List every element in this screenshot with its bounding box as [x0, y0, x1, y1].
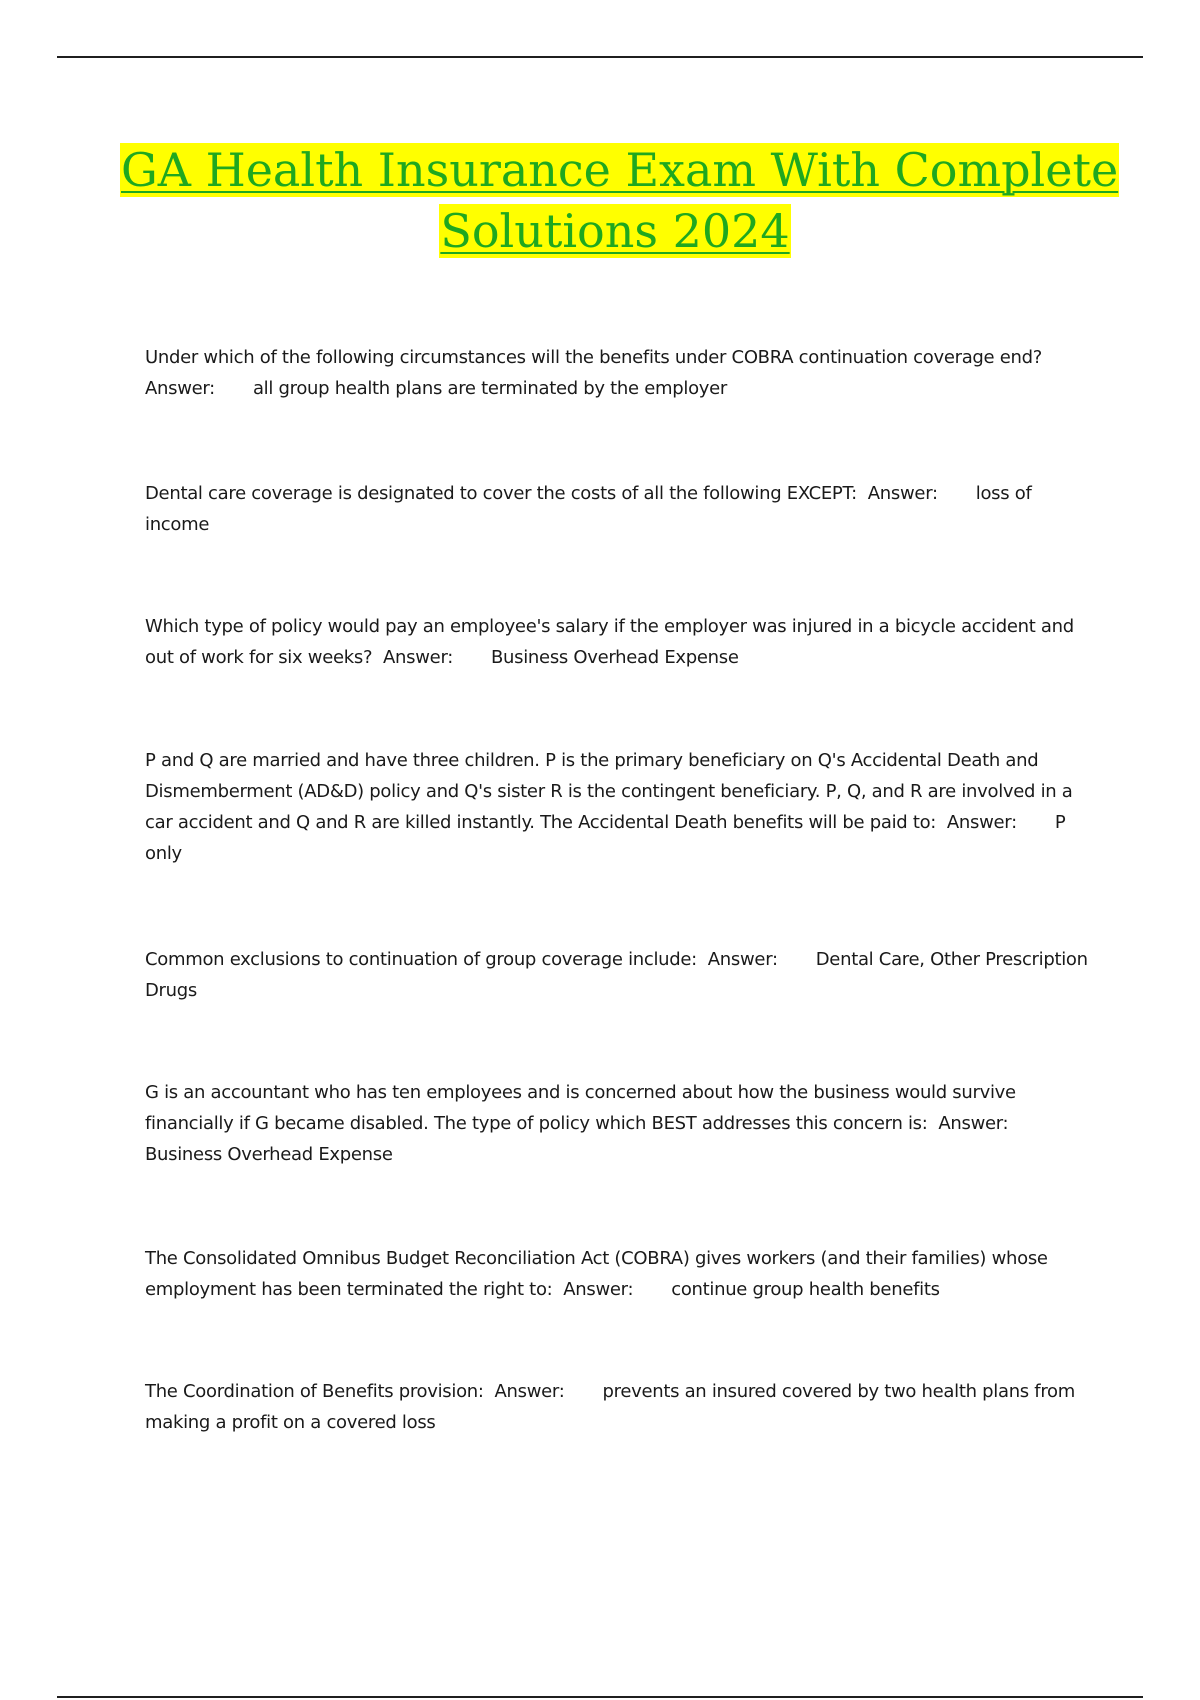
qa-item-5	[145, 944, 1090, 1006]
question-text: P and Q are married and have three children. P is the primary beneficiary on Q's Accidental Death and Dismemberment (AD&D) policy and Q's sister R is the contingent beneficiary. P, Q, and R are involved in a car accident and Q and R are killed instantly. The Accidental Death benefits will be paid to:	[145, 750, 1073, 833]
question-text: Under which of the following circumstances will the benefits under COBRA continuation coverage end?	[145, 347, 1043, 368]
qa-item-2	[145, 478, 1090, 540]
answer-label: Answer:	[867, 483, 938, 504]
qa-item-6	[145, 1077, 1090, 1170]
title-line-2: Solutions 2024	[440, 204, 790, 258]
answer-label: Answer:	[494, 1381, 565, 1402]
answer-text: Business Overhead Expense	[145, 1144, 393, 1165]
answer-label: Answer:	[563, 1279, 634, 1300]
question-text: The Coordination of Benefits provision:	[145, 1381, 484, 1402]
answer-label: Answer:	[938, 1113, 1009, 1134]
answer-text: Dental Care, Other Prescription Drugs	[145, 949, 1088, 1001]
question-text: Dental care coverage is designated to cover the costs of all the following EXCEPT:	[145, 483, 857, 504]
answer-text: loss of income	[145, 483, 1032, 535]
question-text: Which type of policy would pay an employee's salary if the employer was injured in a bicycle accident and out of work for six weeks?	[145, 616, 1074, 668]
header-rule	[57, 56, 1143, 58]
answer-label: Answer:	[707, 949, 778, 970]
question-text: Common exclusions to continuation of group coverage include:	[145, 949, 697, 970]
answer-label: Answer:	[145, 378, 215, 399]
qa-item-4	[145, 745, 1090, 869]
qa-item-8	[145, 1376, 1090, 1438]
answer-label: Answer:	[383, 647, 453, 668]
qa-item-1	[145, 342, 1090, 404]
document-title	[120, 140, 1119, 262]
question-text: G is an accountant who has ten employees and is concerned about how the business would survive financially if G became disabled. The type of policy which BEST addresses this concern is:	[145, 1082, 1016, 1134]
qa-item-7	[145, 1243, 1090, 1305]
answer-text: continue group health benefits	[671, 1279, 940, 1300]
answer-text: prevents an insured covered by two health plans from making a profit on a covered loss	[145, 1381, 1075, 1433]
footer-rule	[57, 1696, 1143, 1698]
question-text: The Consolidated Omnibus Budget Reconciliation Act (COBRA) gives workers (and their families) whose employment has been terminated the right to:	[145, 1248, 1048, 1300]
answer-text: P only	[145, 812, 1066, 864]
title-line-1: GA Health Insurance Exam With Complete	[121, 143, 1119, 197]
answer-label: Answer:	[946, 812, 1017, 833]
answer-text: all group health plans are terminated by the employer	[252, 378, 728, 399]
qa-item-3	[145, 611, 1090, 673]
answer-text: Business Overhead Expense	[491, 647, 739, 668]
